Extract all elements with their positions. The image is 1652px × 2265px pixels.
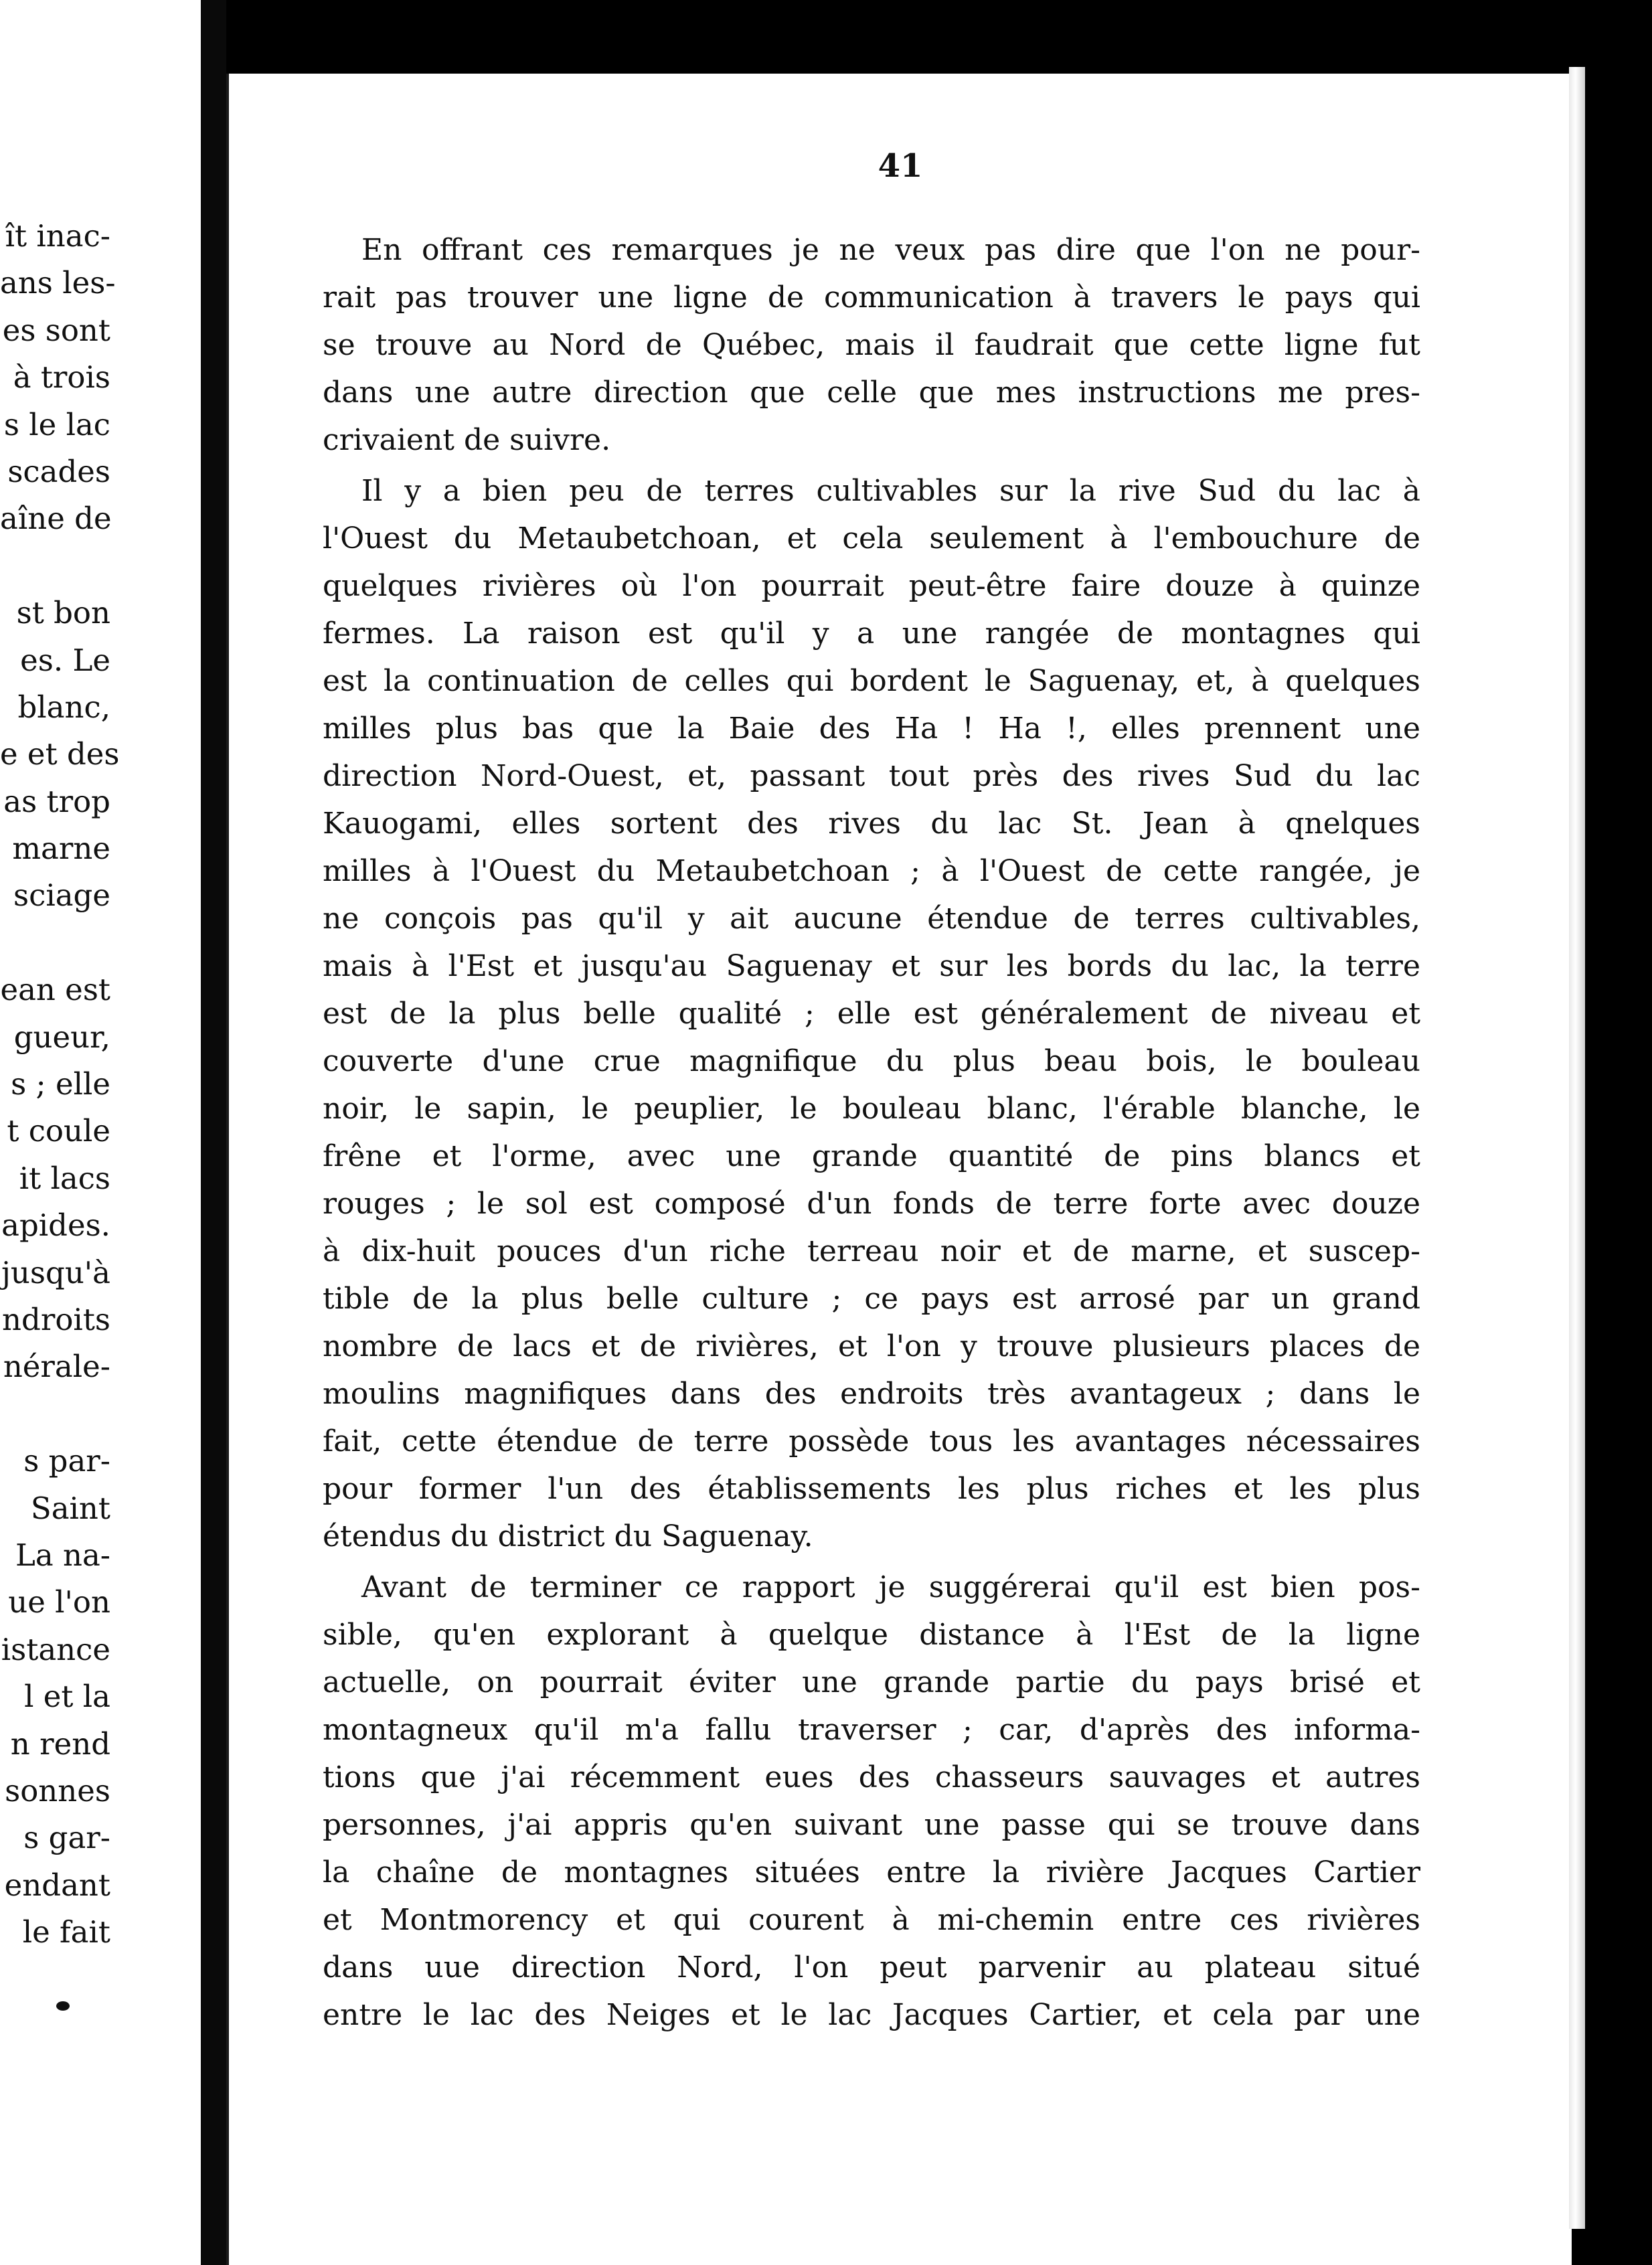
text-line: personnes, j'ai appris qu'en suivant une passe qui se trouve dans: [323, 1808, 1420, 1842]
left-page-line: es sont: [2, 312, 110, 348]
left-page-line: st bon: [16, 595, 110, 631]
left-page-line: sciage: [13, 877, 110, 914]
text-line: direction Nord-Ouest, et, passant tout près des rives Sud du lac: [323, 759, 1420, 793]
text-line: rouges ; le sol est composé d'un fonds de terre forte avec douze: [323, 1187, 1420, 1221]
text-line: la chaîne de montagnes situées entre la rivière Jacques Cartier: [323, 1855, 1420, 1890]
text-line: Il y a bien peu de terres cultivables sur la rive Sud du lac à: [361, 474, 1420, 508]
text-line: pour former l'un des établissements les plus riches et les plus: [323, 1472, 1420, 1506]
text-line: crivaient de suivre.: [323, 423, 611, 457]
left-page-line: endant: [4, 1867, 110, 1903]
left-page-line: ean est: [0, 972, 110, 1008]
text-line: dans uue direction Nord, l'on peut parvenir au plateau situé: [323, 1950, 1420, 1985]
text-line: et Montmorency et qui courent à mi-chemin entre ces rivières: [323, 1903, 1420, 1937]
left-page-line: aîne de: [0, 501, 112, 537]
text-line: étendus du district du Saguenay.: [323, 1519, 813, 1554]
text-line: couverte d'une crue magnifique du plus beau bois, le bouleau: [323, 1044, 1420, 1078]
body-text: [323, 226, 1420, 2042]
left-page-line: as trop: [3, 783, 110, 819]
left-page-line: s le lac: [3, 406, 110, 442]
text-line: milles à l'Ouest du Metaubetchoan ; à l'Ouest de cette rangée, je: [323, 854, 1420, 888]
left-page-line: e et des: [0, 736, 120, 772]
left-page-line: blanc,: [17, 689, 110, 725]
paragraph: [323, 1564, 1420, 2039]
left-page-line: nérale-: [3, 1349, 110, 1385]
text-line: actuelle, on pourrait éviter une grande partie du pays brisé et: [323, 1665, 1420, 1699]
page-edge: [1569, 67, 1585, 2229]
left-page-line: es. Le: [20, 642, 110, 678]
left-page-line: istance: [1, 1631, 110, 1667]
text-line: fait, cette étendue de terre possède tous les avantages nécessaires: [323, 1424, 1420, 1458]
paragraph: [323, 226, 1420, 464]
left-page-line: [0, 543, 110, 590]
left-page-line: ue l'on: [8, 1584, 110, 1620]
left-page-line: jusqu'à: [1, 1254, 110, 1290]
left-page-text-fragments: [0, 213, 120, 1956]
left-page-line: à trois: [13, 359, 110, 396]
ink-mark: [56, 2001, 70, 2011]
left-page-line: ît inac-: [5, 218, 110, 254]
text-line: Avant de terminer ce rapport je suggérerai qu'il est bien pos-: [361, 1570, 1420, 1604]
text-line: milles plus bas que la Baie des Ha ! Ha !, elles prennent une: [323, 711, 1420, 746]
page-number: 41: [878, 147, 923, 185]
text-line: En offrant ces remarques je ne veux pas dire que l'on ne pour-: [361, 233, 1420, 267]
text-line: se trouve au Nord de Québec, mais il faudrait que cette ligne fut: [323, 328, 1420, 362]
text-line: est la continuation de celles qui bordent le Saguenay, et, à quelques: [323, 664, 1420, 698]
text-line: dans une autre direction que celle que mes instructions me pres-: [323, 375, 1420, 410]
text-line: l'Ouest du Metaubetchoan, et cela seulement à l'embouchure de: [323, 521, 1420, 556]
left-page-line: l et la: [24, 1679, 110, 1715]
left-page-line: s par-: [23, 1443, 110, 1479]
left-page-line: le fait: [22, 1914, 110, 1950]
text-line: montagneux qu'il m'a fallu traverser ; car, d'après des informa-: [323, 1713, 1420, 1747]
text-line: quelques rivières où l'on pourrait peut-être faire douze à quinze: [323, 569, 1420, 603]
left-page-line: s gar-: [23, 1820, 110, 1856]
text-line: tible de la plus belle culture ; ce pays est arrosé par un grand: [323, 1282, 1420, 1316]
left-page-line: marne: [12, 831, 110, 867]
left-page-line: gueur,: [13, 1019, 110, 1055]
text-line: à dix-huit pouces d'un riche terreau noir et de marne, et suscep-: [323, 1234, 1420, 1268]
book-gutter: [201, 0, 226, 2265]
text-line: sible, qu'en explorant à quelque distance à l'Est de la ligne: [323, 1618, 1420, 1652]
left-page-line: [0, 1391, 110, 1438]
text-line: ne conçois pas qu'il y ait aucune étendue de terres cultivables,: [323, 902, 1420, 936]
right-page: [226, 74, 1572, 2265]
text-line: mais à l'Est et jusqu'au Saguenay et sur les bords du lac, la terre: [323, 949, 1420, 983]
text-line: frêne et l'orme, avec une grande quantité de pins blancs et: [323, 1139, 1420, 1173]
left-page-line: t coule: [7, 1113, 110, 1149]
left-page-line: Saint: [30, 1490, 110, 1526]
left-page-line: La na-: [15, 1537, 110, 1573]
left-page-line: ndroits: [2, 1301, 110, 1337]
text-line: est de la plus belle qualité ; elle est généralement de niveau et: [323, 997, 1420, 1031]
text-line: Kauogami, elles sortent des rives du lac St. Jean à qnelques: [323, 807, 1420, 841]
left-page-line: sonnes: [5, 1772, 110, 1809]
left-page: [0, 0, 209, 2265]
left-page-line: it lacs: [19, 1160, 110, 1196]
text-line: rait pas trouver une ligne de communication à travers le pays qui: [323, 280, 1420, 315]
left-page-line: s ; elle: [11, 1066, 110, 1102]
left-page-line: n rend: [10, 1726, 110, 1762]
left-page-line: apides.: [1, 1207, 110, 1244]
text-line: moulins magnifiques dans des endroits très avantageux ; dans le: [323, 1377, 1420, 1411]
paragraph: [323, 467, 1420, 1560]
text-line: fermes. La raison est qu'il y a une rangée de montagnes qui: [323, 616, 1420, 651]
text-line: noir, le sapin, le peuplier, le bouleau blanc, l'érable blanche, le: [323, 1092, 1420, 1126]
left-page-line: scades: [7, 453, 110, 489]
left-page-line: [0, 920, 110, 967]
left-page-line: ans les-: [0, 265, 116, 301]
text-line: nombre de lacs et de rivières, et l'on y trouve plusieurs places de: [323, 1329, 1420, 1363]
text-line: entre le lac des Neiges et le lac Jacques Cartier, et cela par une: [323, 1998, 1420, 2032]
text-line: tions que j'ai récemment eues des chasseurs sauvages et autres: [323, 1760, 1420, 1794]
